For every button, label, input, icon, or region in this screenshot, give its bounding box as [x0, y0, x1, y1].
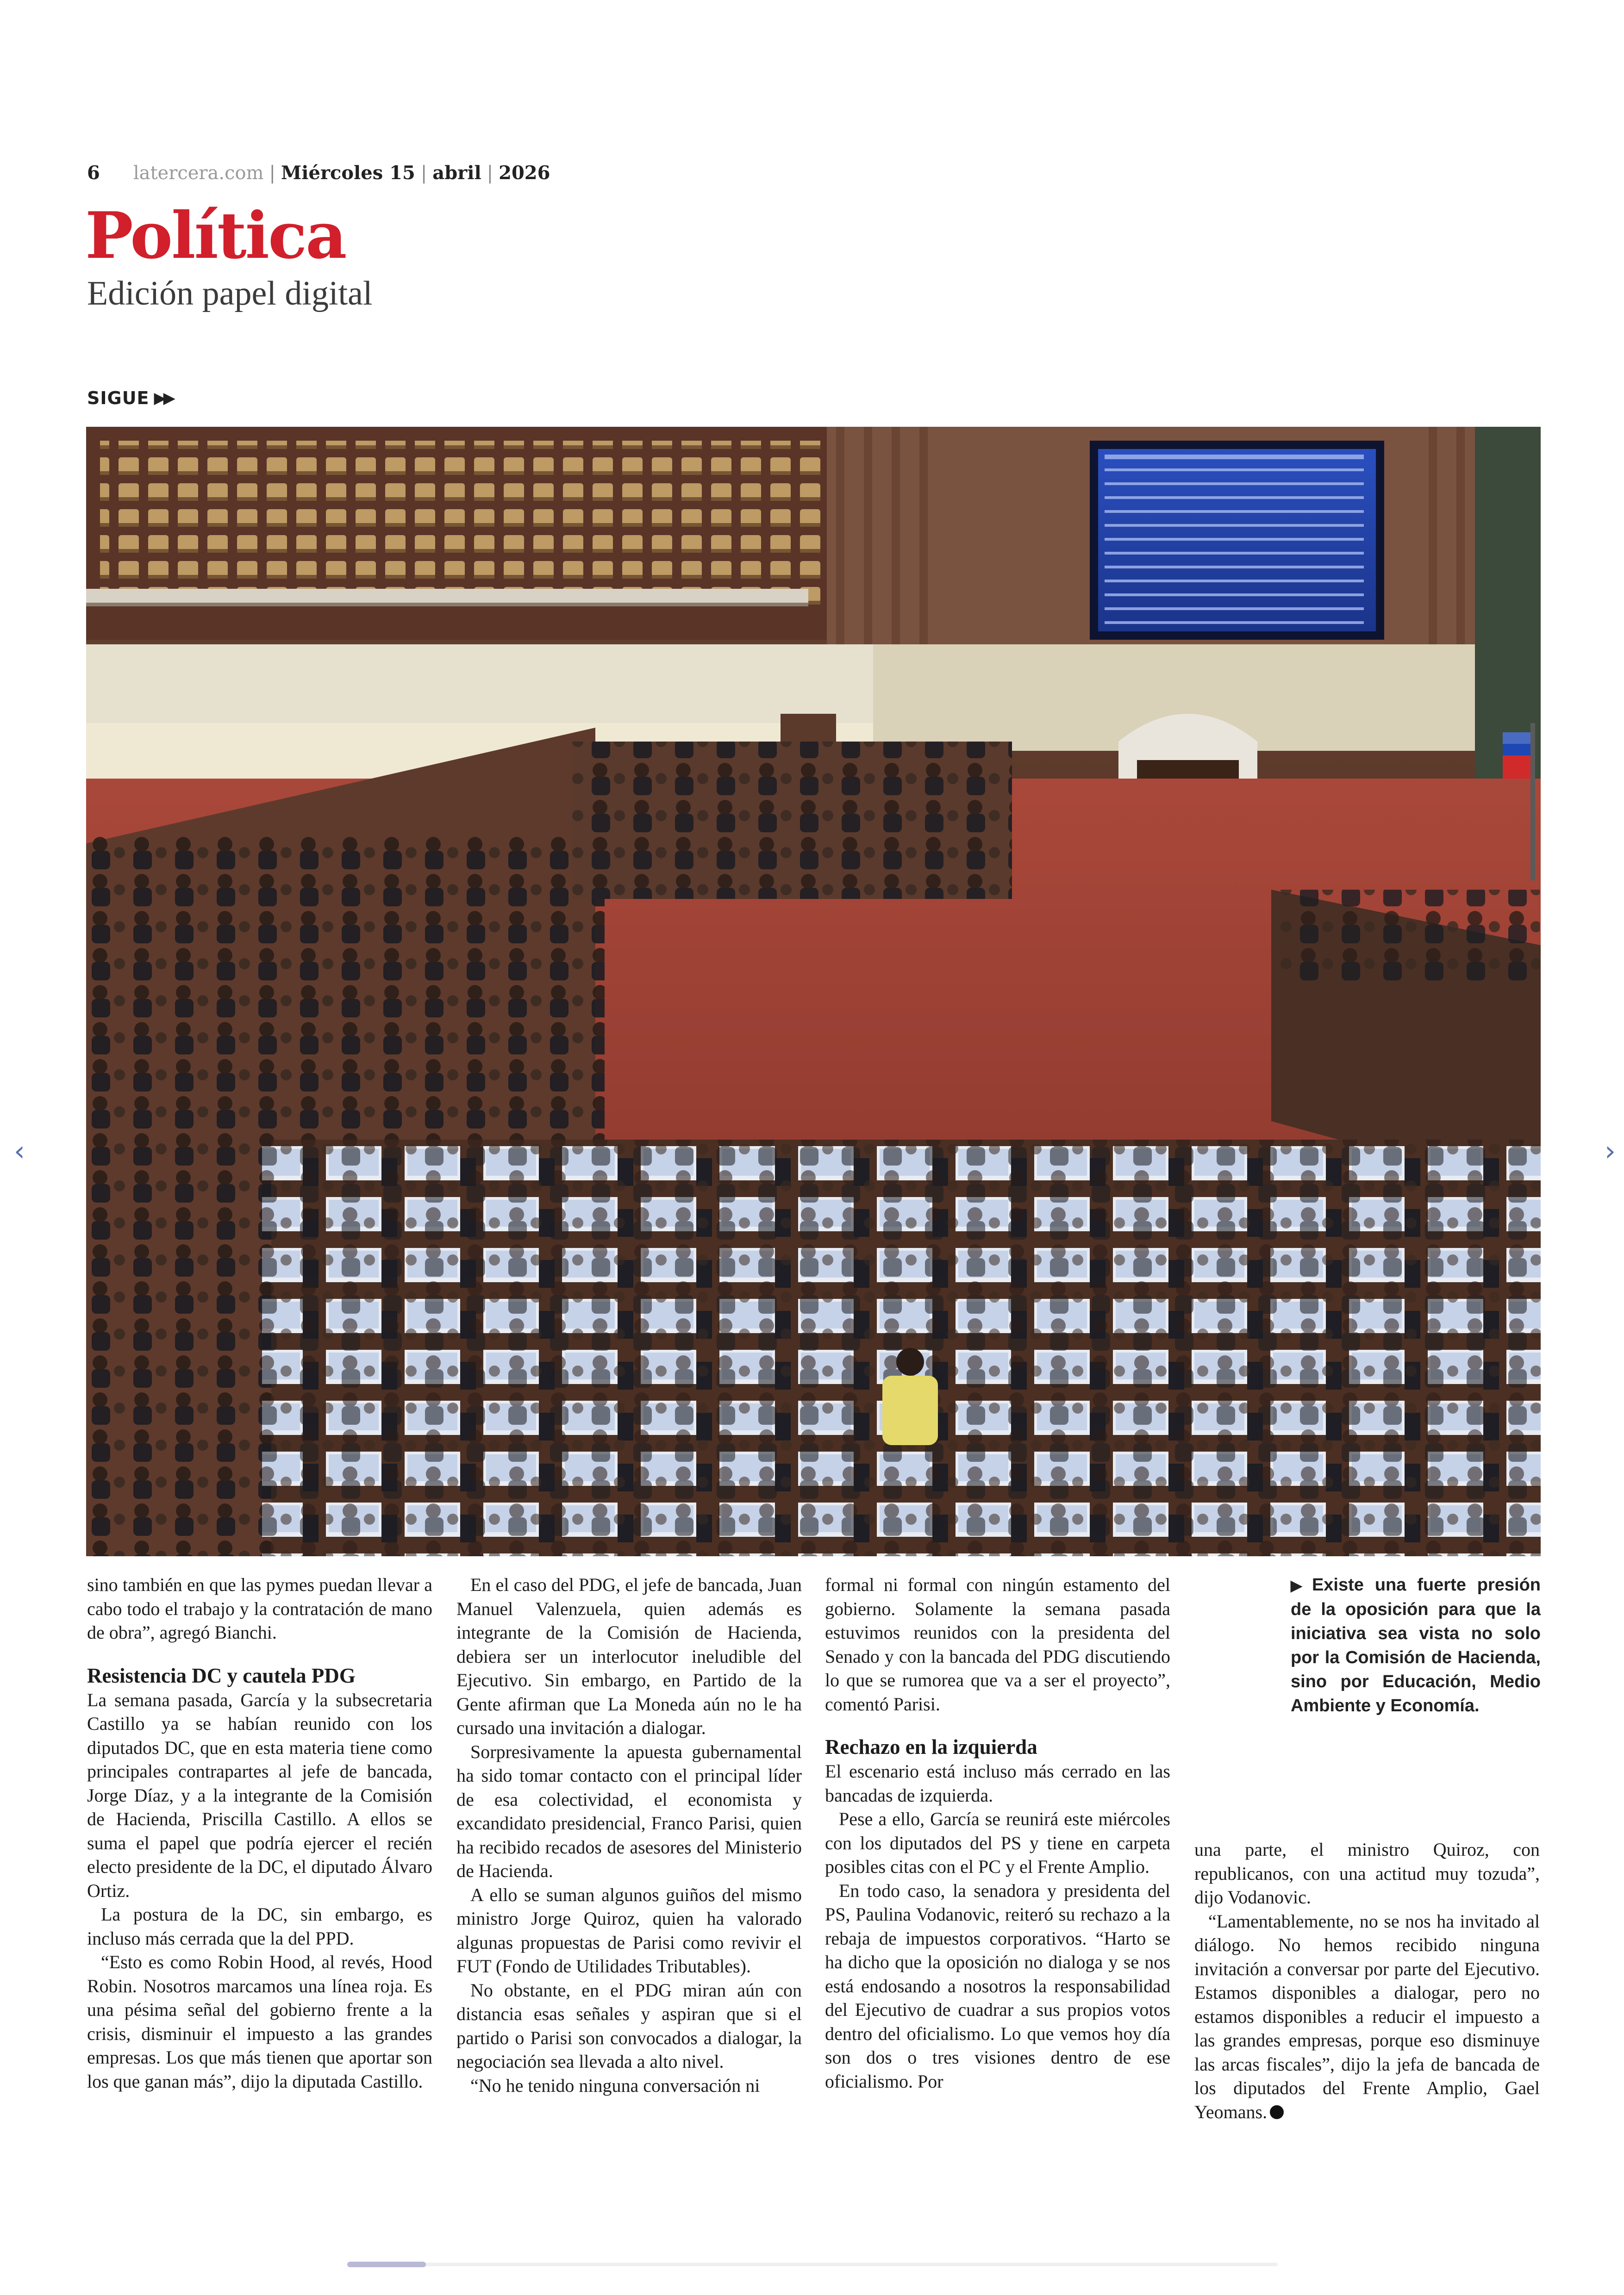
sigue-text: SIGUE: [87, 388, 150, 408]
paragraph: No obstante, en el PDG miran aún con distancia esas señales y aspiran que si el partido o Parisi son convocados a dialogar, la negociación sea llevada a alto nivel.: [456, 1979, 802, 2072]
paragraph: “Esto es como Robin Hood, al revés, Hood Robin. Nosotros marcamos una línea roja. Es una pésima señal del gobierno frente a la crisis, disminuir el impuesto a las grandes empresas. Los que más tienen que aportar son los que ganan más”, dijo la diputada Castillo.: [87, 1952, 432, 2092]
paragraph: La postura de la DC, sin embargo, es incluso más cerrada que la del PPD.: [87, 1904, 432, 1949]
article-column-4: [1194, 1838, 1540, 2124]
site-name: latercera.com: [133, 162, 264, 184]
paragraph: A ello se suman algunos guiños del mismo ministro Jorge Quiroz, quien ha valorado algunas propuestas de Parisi como revivir el FUT (Fondo de Utilidades Tributables).: [456, 1884, 802, 1977]
paragraph: Pese a ello, García se reunirá este miércoles con los diputados del PS y tiene en carpeta posibles citas con el PC y el Frente Amplio.: [825, 1809, 1170, 1877]
paragraph: formal ni formal con ningún estamento del gobierno. Solamente la semana pasada estuvimos reunidos con la presidenta del Senado y con la bancada del PDG discutiendo lo que se rumorea que va a ser el proyecto”, comentó Parisi.: [825, 1574, 1170, 1715]
paragraph-text: “Lamentablemente, no se nos ha invitado al diálogo. No hemos recibido ninguna invitación a conversar por parte del Ejecutivo. Estamos disponibles a dialogar, pero no estamos disponibles a reducir el impuesto a las grandes empresas, porque eso disminuye las arcas fiscales”, dijo la jefa de bancada de los diputados del Frente Amplio, Gael Yeomans.: [1194, 1910, 1540, 2122]
next-page-icon[interactable]: ›: [1605, 1135, 1616, 1167]
paragraph: “No he tenido ninguna conversación ni: [470, 2075, 760, 2096]
section-title: Política: [85, 198, 346, 273]
article-column-2: [456, 1573, 802, 2097]
prev-page-icon[interactable]: ‹: [14, 1135, 25, 1167]
date-month: abril: [432, 162, 481, 184]
section-subtitle: Edición papel digital: [87, 274, 373, 312]
chamber-photo: [86, 427, 1541, 1556]
double-arrow-icon: ▶▶: [154, 389, 173, 407]
separator: |: [487, 162, 493, 184]
paragraph: una parte, el ministro Quiroz, con republicanos, con una actitud muy tozuda”, dijo Vodanovic.: [1194, 1839, 1540, 1908]
paragraph: En el caso del PDG, el jefe de bancada, Juan Manuel Valenzuela, quien además es integrante de la Comisión de Hacienda, debiera ser un interlocutor ineludible del Ejecutivo. Sin embargo, en Partido de la Gente afirman que La Moneda aún no le ha cursado una invitación a dialogar.: [456, 1574, 802, 1738]
article-column-1: [87, 1573, 432, 2093]
paragraph: sino también en que las pymes puedan llevar a cabo todo el trabajo y la contratación de mano de obra”, agregó Bianchi.: [87, 1574, 432, 1643]
subheading: Resistencia DC y cautela PDG: [87, 1664, 356, 1687]
paragraph: [1194, 1909, 1540, 2124]
subheading: Rechazo en la izquierda: [825, 1735, 1037, 1759]
page-scrollbar[interactable]: [347, 2263, 1278, 2266]
paragraph: Sorpresivamente la apuesta gubernamental ha sido tomar contacto con el principal líder de esa colectividad, el economista y excandidato presidencial, Franco Parisi, quien ha recibido recados de asesores del Ministerio de Hacienda.: [456, 1741, 802, 1881]
pull-quote-text: Existe una fuerte presión de la oposición para que la iniciativa sea vista no solo por la Comisión de Hacienda, sino por Educación, Medio Ambiente y Economía.: [1291, 1575, 1541, 1715]
page-header: [87, 162, 550, 184]
paragraph: El escenario está incluso más cerrado en las bancadas de izquierda.: [825, 1761, 1170, 1806]
separator: |: [269, 162, 276, 184]
end-of-article-icon: [1270, 2105, 1284, 2119]
page-scrollbar-thumb[interactable]: [347, 2262, 426, 2267]
date-day: Miércoles 15: [281, 162, 415, 184]
page-number: 6: [87, 162, 100, 184]
triangle-marker-icon: ▶: [1291, 1577, 1308, 1594]
article-column-3: [825, 1573, 1170, 2093]
paragraph: La semana pasada, García y la subsecretaria Castillo ya se habían reunido con los diputados DC, que en esta materia tiene como principales contrapartes al jefe de bancada, Jorge Díaz, y a la integrante de la Comisión de Hacienda, Priscilla Castillo. A ellos se suma el papel que podría ejercer el recién electo presidente de la DC, el diputado Álvaro Ortiz.: [87, 1689, 432, 1901]
date-year: 2026: [499, 162, 550, 184]
separator: |: [420, 162, 427, 184]
paragraph: En todo caso, la senadora y presidenta del PS, Paulina Vodanovic, reiteró su rechazo a la rebaja de impuestos corporativos. “Harto se ha dicho que la oposición no dialoga y se nos está endosando a nosotros la responsabilidad del Ejecutivo de cuadrar a sus propios votos dentro del oficialismo. Lo que vemos hoy día son dos o tres visiones dentro de ese oficialismo. Por: [825, 1880, 1170, 2092]
pull-quote: [1291, 1573, 1541, 1718]
sigue-label: [87, 388, 173, 408]
